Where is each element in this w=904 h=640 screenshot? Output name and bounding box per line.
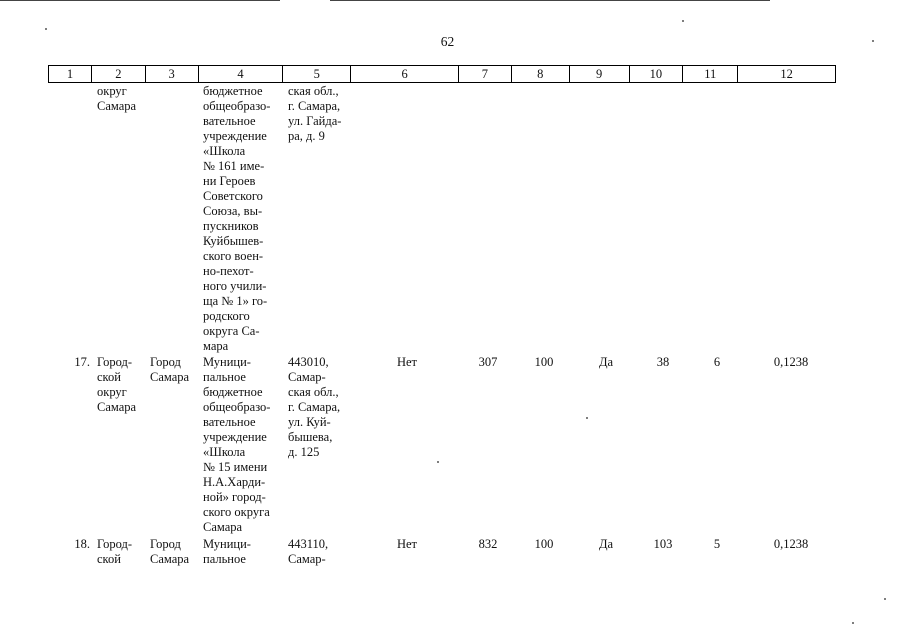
settlement-cell <box>150 537 200 567</box>
header-cell: 4 <box>199 66 284 82</box>
cell-line: учреждение <box>203 430 267 444</box>
scan-speck <box>872 40 874 42</box>
row-index: 18. <box>74 537 90 551</box>
cell-line: ной» город- <box>203 490 266 504</box>
header-cell: 10 <box>630 66 684 82</box>
header-cell: 3 <box>146 66 199 82</box>
cell-line: ул. Гайда- <box>288 114 342 128</box>
page-top-edge-line <box>330 0 770 1</box>
municipality-cell <box>97 537 147 567</box>
cell-line: г. Самара, <box>288 99 341 113</box>
scan-speck <box>852 622 854 624</box>
header-cell: 9 <box>570 66 630 82</box>
cell-line: Город- <box>97 537 133 551</box>
cell-line: Самара <box>150 370 190 384</box>
cell-line: пускников <box>203 219 259 233</box>
cell-line: Муници- <box>203 355 251 369</box>
cell-line: Самара <box>97 400 137 414</box>
col9-value: Да <box>598 355 614 369</box>
address-cell <box>288 537 350 567</box>
cell-line: Муници- <box>203 537 251 551</box>
page-number: 62 <box>440 34 455 49</box>
cell-line: Город- <box>97 355 133 369</box>
cell-line: мара <box>203 339 229 353</box>
col11-value: 5 <box>713 537 721 551</box>
cell-line: «Школа <box>203 445 246 459</box>
cell-line: Союза, вы- <box>203 204 263 218</box>
cell-line: Самара <box>97 99 137 113</box>
col9-value: Да <box>598 537 614 551</box>
cell-line: общеобразо- <box>203 99 271 113</box>
cell-line: Самар- <box>288 552 326 566</box>
row-index: 17. <box>74 355 90 369</box>
cell-line: «Школа <box>203 144 246 158</box>
cell-line: Н.А.Харди- <box>203 475 266 489</box>
cell-line: но-пехот- <box>203 264 254 278</box>
cell-line: Куйбышев- <box>203 234 264 248</box>
col6-value: Нет <box>396 537 418 551</box>
cell-line: № 161 име- <box>203 159 265 173</box>
cell-line: пальное <box>203 370 246 384</box>
cell-line: Самара <box>203 520 243 534</box>
cell-line: округ <box>97 84 127 98</box>
cell-line: бюджетное <box>203 385 263 399</box>
cell-line: родского <box>203 309 250 323</box>
cell-line: 443110, <box>288 537 329 551</box>
col6-value: Нет <box>396 355 418 369</box>
cell-line: учреждение <box>203 129 267 143</box>
header-cell: 5 <box>283 66 351 82</box>
municipality-cell <box>97 84 147 114</box>
cell-line: Город <box>150 537 181 551</box>
institution-name-cell <box>203 537 279 567</box>
scan-speck <box>586 417 588 419</box>
col8-value: 100 <box>534 537 554 551</box>
address-cell <box>288 84 350 144</box>
page-top-edge-line <box>0 0 280 1</box>
cell-line: д. 125 <box>288 445 320 459</box>
col7-value: 307 <box>478 355 498 369</box>
col7-value: 832 <box>478 537 498 551</box>
col10-value: 103 <box>653 537 673 551</box>
cell-line: общеобразо- <box>203 400 271 414</box>
cell-line: ного учили- <box>203 279 267 293</box>
cell-line: ская обл., <box>288 385 339 399</box>
col11-value: 6 <box>713 355 721 369</box>
cell-line: вательное <box>203 415 256 429</box>
cell-line: г. Самара, <box>288 400 341 414</box>
cell-line: пальное <box>203 552 246 566</box>
cell-line: № 15 имени <box>203 460 268 474</box>
scan-speck <box>437 461 439 463</box>
cell-line: 443010, <box>288 355 329 369</box>
col12-value: 0,1238 <box>773 355 809 369</box>
cell-line: округа Са- <box>203 324 260 338</box>
cell-line: ского округа <box>203 505 270 519</box>
table-header-row <box>48 65 836 83</box>
address-cell <box>288 355 350 460</box>
cell-line: ща № 1» го- <box>203 294 268 308</box>
header-cell: 11 <box>683 66 738 82</box>
header-cell: 8 <box>512 66 570 82</box>
cell-line: Город <box>150 355 181 369</box>
scan-speck <box>682 20 684 22</box>
col12-value: 0,1238 <box>773 537 809 551</box>
cell-line: вательное <box>203 114 256 128</box>
municipality-cell <box>97 355 147 415</box>
cell-line: бюджетное <box>203 84 263 98</box>
header-cell: 6 <box>351 66 459 82</box>
cell-line: Самар- <box>288 370 326 384</box>
header-cell: 12 <box>780 67 793 81</box>
scan-speck <box>884 598 886 600</box>
institution-name-cell <box>203 355 279 535</box>
cell-line: ского воен- <box>203 249 264 263</box>
institution-name-cell <box>203 84 279 354</box>
header-cell: 1 <box>49 66 92 82</box>
cell-line: ской <box>97 370 121 384</box>
scan-speck <box>45 28 47 30</box>
col8-value: 100 <box>534 355 554 369</box>
cell-line: ской <box>97 552 121 566</box>
cell-line: Советского <box>203 189 263 203</box>
col10-value: 38 <box>656 355 670 369</box>
header-cell: 2 <box>92 66 146 82</box>
cell-line: бышева, <box>288 430 333 444</box>
cell-line: округ <box>97 385 127 399</box>
header-cell: 7 <box>459 66 512 82</box>
cell-line: ни Героев <box>203 174 256 188</box>
cell-line: ра, д. 9 <box>288 129 325 143</box>
settlement-cell <box>150 355 200 385</box>
cell-line: Самара <box>150 552 190 566</box>
cell-line: ул. Куй- <box>288 415 331 429</box>
cell-line: ская обл., <box>288 84 339 98</box>
